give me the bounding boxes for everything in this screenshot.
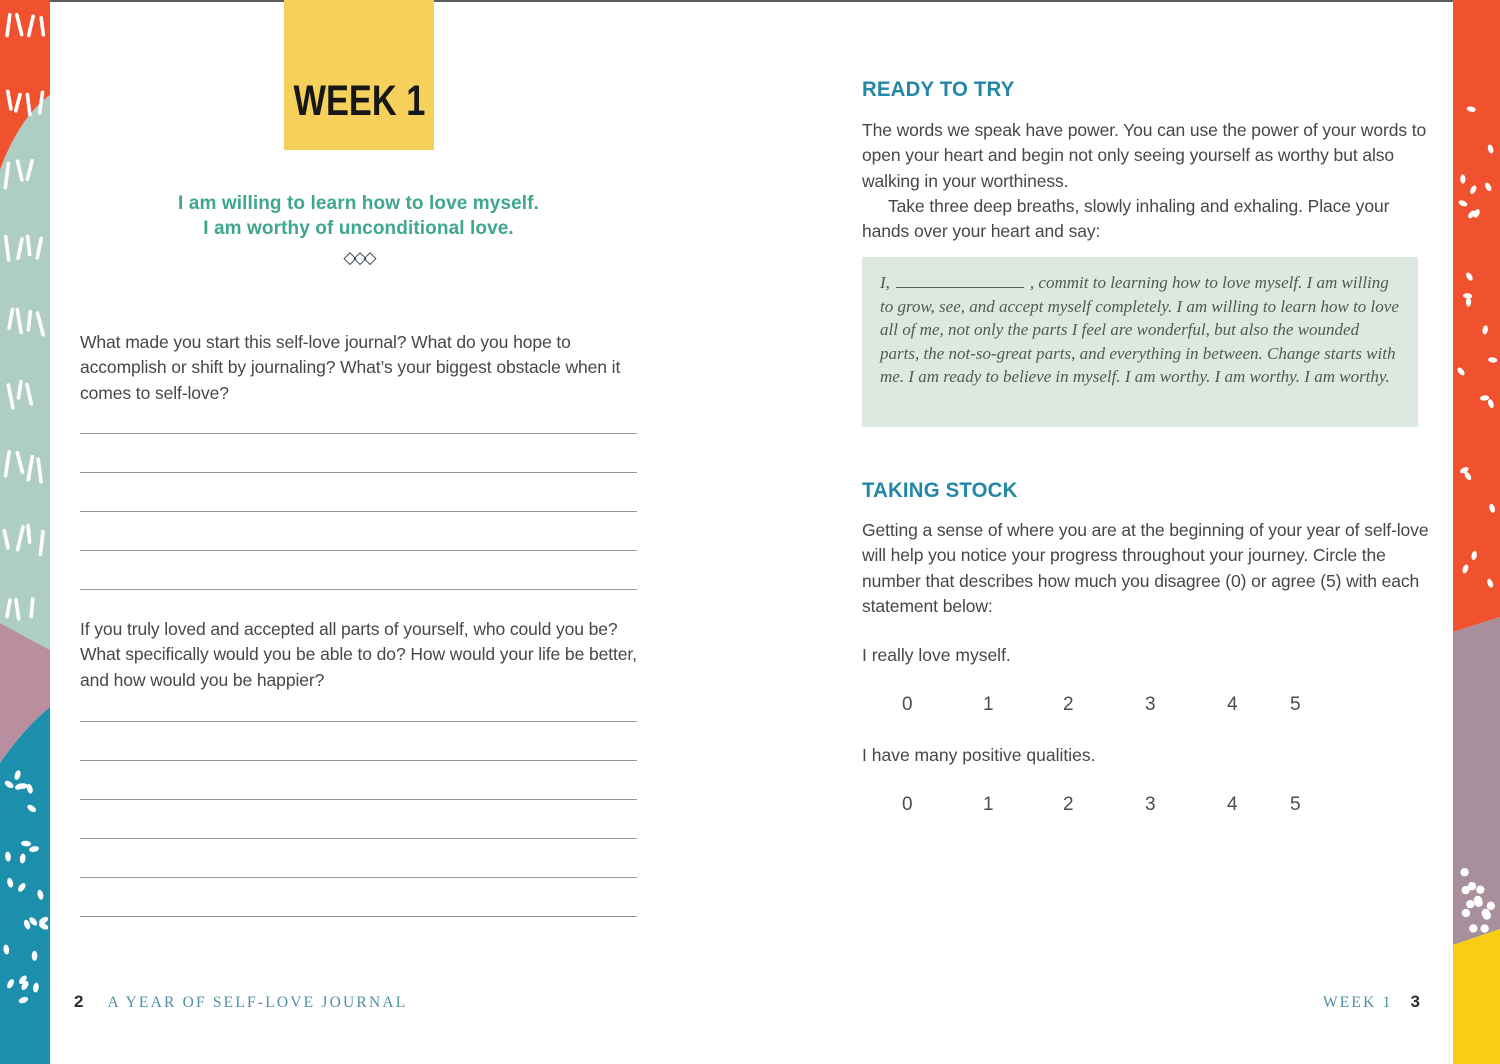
answer-line — [80, 683, 637, 722]
scale-number: 0 — [902, 694, 913, 715]
affirmation-line-2: I am worthy of unconditional love. — [203, 218, 514, 239]
scale-number: 3 — [1145, 694, 1156, 715]
rating-scale-1 — [862, 694, 1322, 718]
left-decorative-strip — [0, 0, 50, 1064]
taking-stock-intro: Getting a sense of where you are at the beginning of your year of self-love will help you notice your progress throughout your journey. Circle the number that describes how much you disagree (0) or agree (5) with each statement below: — [862, 520, 1429, 616]
week-badge-label: WEEK 1 — [293, 77, 425, 125]
affirmation-line-1: I am willing to learn how to love myself. — [178, 193, 539, 214]
scale-number: 0 — [902, 794, 913, 815]
weekly-affirmation — [80, 191, 637, 241]
answer-line — [80, 800, 637, 839]
scale-number: 5 — [1290, 794, 1301, 815]
answer-line — [80, 839, 637, 878]
book-title: A YEAR OF SELF-LOVE JOURNAL — [107, 994, 408, 1011]
scale-number: 5 — [1290, 694, 1301, 715]
scale-number: 2 — [1063, 694, 1074, 715]
affirmation-script-box — [862, 257, 1418, 427]
scale-number: 4 — [1227, 794, 1238, 815]
answer-line — [80, 551, 637, 590]
journal-prompt-2: If you truly loved and accepted all parts of yourself, who could you be? What specifically would you be able to do? How would your life be better, and how would you be happier? — [80, 619, 637, 690]
scale-number: 4 — [1227, 694, 1238, 715]
statement-1: I really love myself. — [862, 645, 1011, 665]
answer-line — [80, 395, 637, 434]
name-blank-line — [896, 275, 1024, 288]
section-heading-ready-to-try: READY TO TRY — [862, 78, 1015, 101]
scale-number: 2 — [1063, 794, 1074, 815]
answer-line — [80, 761, 637, 800]
answer-line — [80, 878, 637, 917]
left-page-footer — [74, 992, 407, 1012]
page-top-edge — [50, 0, 1453, 2]
ready-to-try-paragraph-2: Take three deep breaths, slowly inhaling and exhaling. Place your hands over your heart and say: — [862, 195, 1390, 242]
scale-number: 3 — [1145, 794, 1156, 815]
scale-number: 1 — [983, 694, 994, 715]
section-heading-taking-stock: TAKING STOCK — [862, 479, 1018, 502]
script-body: , commit to learning how to love myself. I am willing to grow, see, and accept myself completely. I am willing to learn how to love all of me, not only the parts I feel are wonderful, but also the wounded parts, the not-so-great parts, and everything in between. Change starts with me. I am ready to believe in myself. I am worthy. I am worthy. I am worthy. — [880, 273, 1399, 386]
answer-lines-1 — [80, 395, 637, 590]
chapter-label: WEEK 1 — [1322, 994, 1393, 1011]
answer-line — [80, 512, 637, 551]
left-page-number: 2 — [74, 992, 84, 1011]
right-page-footer — [1280, 992, 1420, 1012]
script-prefix: I, — [880, 273, 890, 292]
ready-to-try-paragraph-1: The words we speak have power. You can use the power of your words to open your heart and begin not only seeing yourself as worthy but also walking in your worthiness. — [862, 120, 1427, 191]
week-badge — [284, 0, 434, 150]
journal-prompt-1: What made you start this self-love journal? What do you hope to accomplish or shift by journaling? What’s your biggest obstacle when it comes to self-love? — [80, 332, 621, 403]
statement-2: I have many positive qualities. — [862, 745, 1096, 765]
ready-to-try-text — [862, 118, 1429, 244]
answer-line — [80, 473, 637, 512]
answer-lines-2 — [80, 683, 637, 917]
answer-line — [80, 722, 637, 761]
answer-line — [80, 434, 637, 473]
diamond-ornament: ◇◇◇ — [343, 248, 374, 267]
right-decorative-strip — [1453, 0, 1500, 1064]
rating-scale-2 — [862, 794, 1322, 818]
scale-number: 1 — [983, 794, 994, 815]
right-page-number: 3 — [1410, 992, 1420, 1011]
